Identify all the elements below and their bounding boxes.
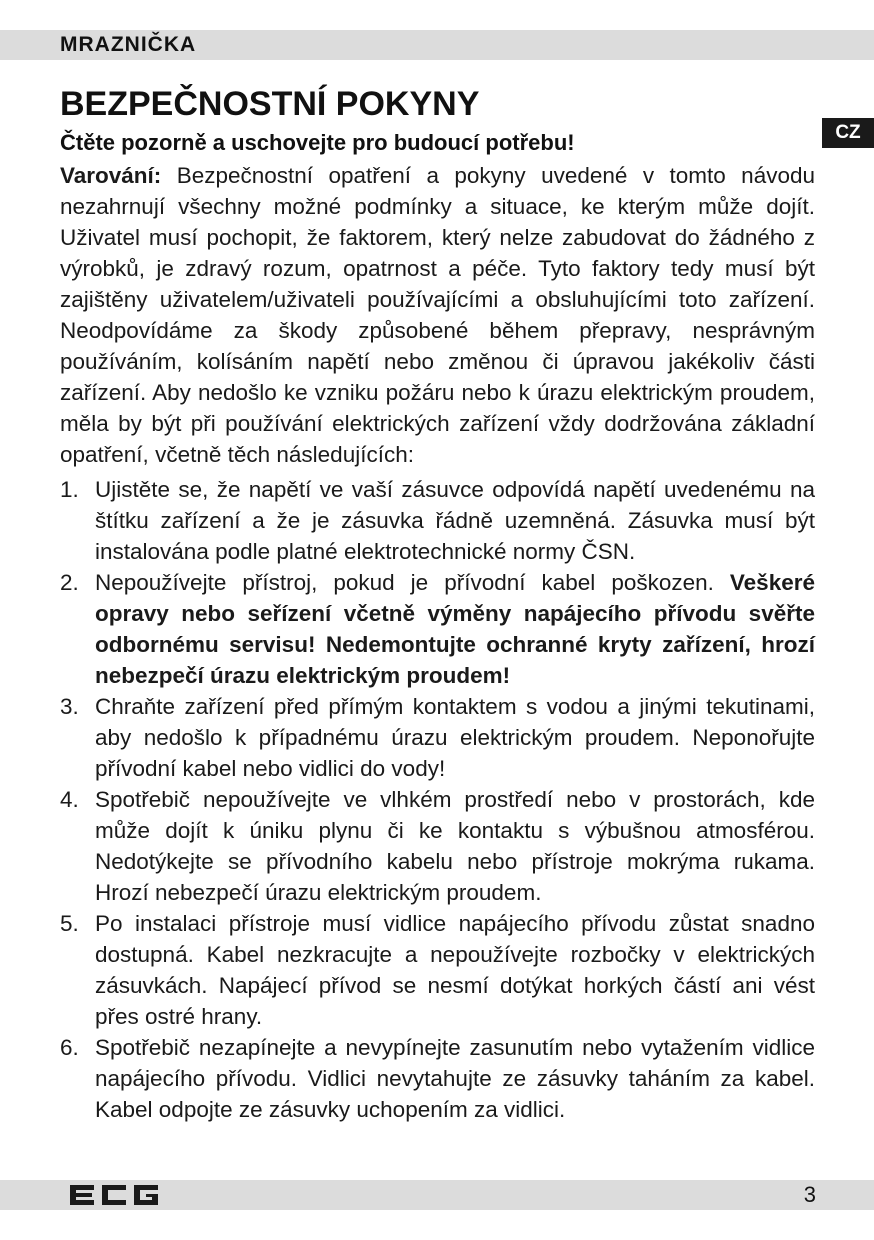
warning-paragraph xyxy=(60,160,815,470)
item-number: 6. xyxy=(60,1035,79,1060)
list-item xyxy=(60,784,815,908)
item-text: Chraňte zařízení před přímým kontaktem s vodou a jinými tekutinami, aby nedošlo k případnému úrazu elektrickým proudem. Neponořujte přívodní kabel nebo vidlici do vody! xyxy=(95,694,815,781)
language-tab: CZ xyxy=(822,118,874,148)
item-text: Ujistěte se, že napětí ve vaší zásuvce odpovídá napětí uvedenému na štítku zařízení a že je zásuvka řádně uzemněná. Zásuvka musí být instalována podle platné elektrotechnické normy ČSN. xyxy=(95,477,815,564)
item-text: Po instalaci přístroje musí vidlice napájecího přívodu zůstat snadno dostupná. Kabel nezkracujte a nepoužívejte rozbočky v elektrických zásuvkách. Napájecí přívod se nesmí dotýkat horkých částí ani vést přes ostré hrany. xyxy=(95,911,815,1029)
main-content xyxy=(60,82,815,1125)
item-bold-text: Veškeré opravy nebo seřízení včetně výměny napájecího přívodu svěřte odbornému servisu! Nedemontujte ochranné kryty zařízení, hrozí nebezpečí úrazu elektrickým proudem! xyxy=(95,570,815,688)
warning-text: Bezpečnostní opatření a pokyny uvedené v tomto návodu nezahrnují všechny možné podmínky a situace, ke kterým může dojít. Uživatel musí pochopit, že faktorem, který nelze zabudovat do žádného z výrobků, je zdravý rozum, opatrnost a péče. Tyto faktory tedy musí být zajištěny uživatelem/uživateli používajícími a obsluhujícími toto zařízení. Neodpovídáme za škody způsobené během přepravy, nesprávným používáním, kolísáním napětí nebo změnou či úpravou jakékoliv části zařízení. Aby nedošlo ke vzniku požáru nebo k úrazu elektrickým proudem, měla by být při používání elektrických zařízení vždy dodržována základní opatření, včetně těch následujících: xyxy=(60,163,815,467)
item-number: 2. xyxy=(60,570,79,595)
item-text: Spotřebič nepoužívejte ve vlhkém prostředí nebo v prostorách, kde může dojít k úniku plynu či ke kontaktu s výbušnou atmosférou. Nedotýkejte se přívodního kabelu nebo přístroje mokrýma rukama. Hrozí nebezpečí úrazu elektrickým proudem. xyxy=(95,787,815,905)
list-item xyxy=(60,474,815,567)
section-title: BEZPEČNOSTNÍ POKYNY xyxy=(60,85,480,123)
item-text: Nepoužívejte přístroj, pokud je přívodní kabel poškozen. xyxy=(95,570,730,595)
header-title: MRAZNIČKA xyxy=(60,33,197,56)
list-item xyxy=(60,908,815,1032)
safety-list xyxy=(60,474,815,1125)
section-subtitle: Čtěte pozorně a uschovejte pro budoucí potřebu! xyxy=(60,130,575,155)
list-item xyxy=(60,567,815,691)
item-number: 1. xyxy=(60,477,79,502)
item-text: Spotřebič nezapínejte a nevypínejte zasunutím nebo vytažením vidlice napájecího přívodu. Vidlici nevytahujte ze zásuvky taháním za kabel. Kabel odpojte ze zásuvky uchopením za vidlici. xyxy=(95,1035,815,1122)
ecg-logo xyxy=(68,1183,160,1207)
item-number: 5. xyxy=(60,911,79,936)
warning-label: Varování: xyxy=(60,163,162,188)
list-item xyxy=(60,1032,815,1125)
item-number: 3. xyxy=(60,694,79,719)
page-number: 3 xyxy=(803,1182,816,1207)
list-item xyxy=(60,691,815,784)
item-number: 4. xyxy=(60,787,79,812)
